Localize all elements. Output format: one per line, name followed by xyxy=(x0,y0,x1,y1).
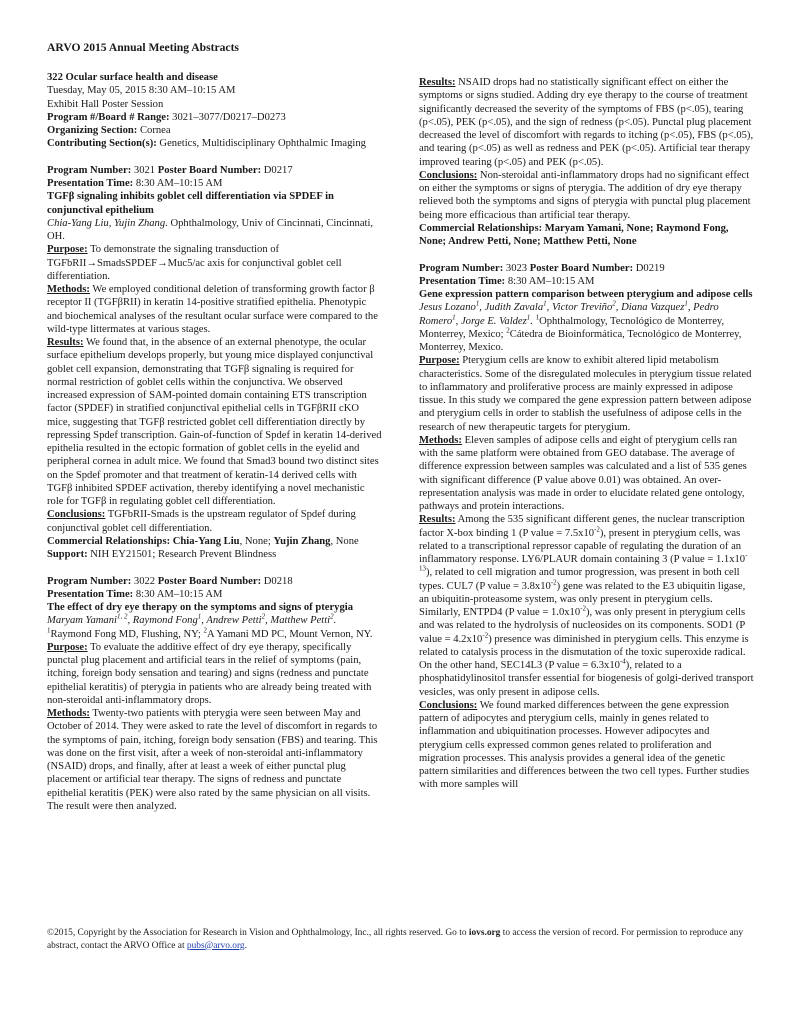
presentation-time: 8:30 AM–10:15 AM xyxy=(505,275,595,287)
results-text: Among the 535 significant different genes, the nuclear transcription factor X-box binding 1 (P value = $7.5x10^{-2}$), present in pterygium cells, was related to a transcriptional repressor capable of regulating the duration of an inflammatory response. LY6/PLAUR domain containing 3 (P value = $1.1x10^{-13}$), related to cell migration and tumor progression, was present in both cell types. CUL7 (P value = $3.8x10^{-2}$) gene was related to the E3 ubiquitin ligase, an ubiquitin-proteasome system, was only present in pterygium cells. Similarly, ENTPD4 (P value = $1.0x10^{-2}$), was only present in pterygium cells and was related to the hydrolysis of nucleosides on its components. SOD1 (P value = $4.2x10^{-2}$) presence was diminished in pterygium cells. This enzyme is related to catalysis process in the dismutation of the toxic superoxide radical. On the other hand, SEC14L3 (P value = $6.3x10^{-4}$), related to a phosphatidylinositol transfer essential for biogenesis of golgi-derived transport vesicles, was only present in adipose cells. xyxy=(419,514,754,698)
contributing-sections-label: Contributing Section(s): xyxy=(47,138,157,150)
program-range-value: 3021–3077/D0217–D0273 xyxy=(169,111,286,123)
presentation-time-label: Presentation Time: xyxy=(47,178,134,189)
contributing-sections-value: Genetics, Multidisciplinary Ophthalmic Imaging xyxy=(156,138,366,150)
conclusions-text: Non-steroidal anti-inflammatory drops had no significant effect on either the symptoms or signs of pterygia. The addition of dry eye therapy relieved both the symptoms and signs of pterygia with punctal plug placement being more efficacious than artificial tear therapy. xyxy=(419,169,751,221)
methods-heading: Methods: xyxy=(419,434,462,446)
presentation-time-label: Presentation Time: xyxy=(419,275,506,287)
poster-board-number: D0217 xyxy=(261,164,293,176)
methods-text: Eleven samples of adipose cells and eight of pterygium cells ran with the same platform were obtained from GEO database. The average of difference expression between samples was calculated and a list of 535 genes with significant difference (P value above 0.01) was obtained. An over-representation analysis was made in order to elucidate related gene ontology, pathways and protein interactions. xyxy=(419,434,747,512)
methods-text: Twenty-two patients with pterygia were seen between May and October of 2014. They were asked to rate the level of discomfort in regards to the symptoms of pain, itching, foreign body sensation (FBS) and tearing. This was done on the first visit, after a week of non-steroidal anti-inflammatory (NSAID) drops, and finally, after at least a week of either punctal plug placement or artificial tear therapy. The signs of redness and punctate epithelial keratitis (PEK) were also rated by the same physician on all visits. The result were then analyzed. xyxy=(47,708,378,812)
cr-status: , None; xyxy=(239,535,274,547)
program-number-label: Program Number: xyxy=(47,164,132,176)
organizing-section-value: Cornea xyxy=(137,125,171,136)
purpose-text: To evaluate the additive effect of dry eye therapy, specifically punctal plug placement and artificial tears in the relief of symptoms (pain, itching, foreign body sensation and tearing) and signs (redness and punctate epithelial keratitis) of pterygia in patients who are already being treated with non-steroidal anti-inflammatory drops. xyxy=(47,641,372,706)
left-column xyxy=(47,71,382,813)
abstract-title: The effect of dry eye therapy on the symptoms and signs of pterygia xyxy=(47,602,354,613)
footer-period: . xyxy=(244,940,247,951)
conclusions-text: TGFbRII-Smads is the upstream regulator of Spdef during conjunctival goblet cell differentiation. xyxy=(47,509,356,534)
program-number: 3023 xyxy=(503,262,528,274)
support-text: NIH EY21501; Research Prevent Blindness xyxy=(87,549,277,560)
conclusions-heading: Conclusions: xyxy=(47,509,106,521)
support-label: Support: xyxy=(47,549,88,560)
right-column xyxy=(419,76,755,792)
conclusions-text: We found marked differences between the gene expression pattern of adipocytes and pterygium cells, mainly in genes related to inflammation and ubiquitination processes. However adipocytes and pterygium cells expressed common genes related to proliferation and migration processes. This analysis provides a general idea of the genetic pattern similarities and differences between the two cell types. Further studies with more samples will xyxy=(419,699,750,791)
abstract-3022 xyxy=(47,575,382,814)
abstract-3023 xyxy=(419,262,755,792)
affiliations: $^1$Ophthalmology, Tecnológico de Monterrey, Monterrey, Mexico; $^2$Cátedra de Bioinformática, Tecnológico de Monterrey, Monterrey, Mexico. xyxy=(419,312,742,353)
poster-board-number: D0219 xyxy=(633,262,665,274)
cr-status: , None xyxy=(330,535,359,547)
session-title: 322 Ocular surface health and disease xyxy=(47,72,218,83)
program-number: 3022 xyxy=(131,575,156,587)
presentation-time: 8:30 AM–10:15 AM xyxy=(133,178,223,189)
permission-text: to access the version of record. For permission to reproduce any abstract, contact the ARVO Office at xyxy=(47,928,744,951)
poster-board-label: Poster Board Number: xyxy=(155,164,262,176)
iovs-link[interactable]: iovs.org xyxy=(468,928,501,938)
methods-heading: Methods: xyxy=(47,284,90,295)
abstract-3022-continued xyxy=(419,76,755,248)
session-venue: Exhibit Hall Poster Session xyxy=(47,98,164,110)
authors: Chia-Yang Liu, Yujin Zhang xyxy=(47,217,166,229)
purpose-text: Pterygium cells are know to exhibit altered lipid metabolism characteristics. Some of the disregulated molecules in pterygium tissue related to inflammatory and proliferative process are mainly expressed in adipose tissue. In this study we compared the gene expression pattern between adipose and pterygium cells in order to stablish the usefulness of adipose cells in the research of new therapeutic targets for pterygium. xyxy=(419,355,752,433)
abstract-title: TGFβ signaling inhibits goblet cell differentiation via SPDEF in conjunctival epithelium xyxy=(47,191,334,216)
purpose-text: To demonstrate the signaling transduction of TGFbRII→SmadsSPDEF→Muc5/ac axis for conjunctival goblet cell differentiation. xyxy=(47,244,342,282)
cr-name: Yujin Zhang xyxy=(273,535,331,547)
purpose-heading: Purpose: xyxy=(47,244,88,256)
results-heading: Results: xyxy=(419,514,456,526)
abstract-title: Gene expression pattern comparison between pterygium and adipose cells xyxy=(419,289,753,300)
authors: Jesus Lozano$^1$, Judith Zavala$^1$, Victor Treviño$^2$, Diana Vazquez$^1$, Pedro Romero$^1$, Jorge E. Valdez$^1$. xyxy=(419,299,719,327)
poster-board-label: Poster Board Number: xyxy=(155,575,262,587)
journal-header: ARVO 2015 Annual Meeting Abstracts xyxy=(47,41,239,54)
program-number: 3021 xyxy=(131,164,156,176)
commercial-relationships-label: Commercial Relationships: xyxy=(419,222,543,234)
cr-text: Maryam Yamani, None; Raymond Fong, None; Andrew Petti, None; Matthew Petti, None xyxy=(419,222,729,247)
conclusions-heading: Conclusions: xyxy=(419,169,478,181)
abstract-3021 xyxy=(47,164,382,562)
copyright-footer xyxy=(47,927,753,952)
purpose-heading: Purpose: xyxy=(419,355,460,367)
organizing-section-label: Organizing Section: xyxy=(47,125,138,136)
purpose-heading: Purpose: xyxy=(47,641,88,653)
authors: Maryam Yamani$^{1, 2}$, Raymond Fong$^1$, Andrew Petti$^2$, Matthew Petti$^2$. xyxy=(47,612,337,627)
program-number-label: Program Number: xyxy=(419,262,504,274)
results-heading: Results: xyxy=(419,77,456,88)
methods-heading: Methods: xyxy=(47,708,90,719)
session-datetime: Tuesday, May 05, 2015 8:30 AM–10:15 AM xyxy=(47,85,236,97)
copyright-text: ©2015, Copyright by the Association for Research in Vision and Ophthalmology, Inc., all rights reserved. Go to xyxy=(47,928,469,938)
program-number-label: Program Number: xyxy=(47,575,132,587)
session-header xyxy=(47,71,382,151)
methods-text: We employed conditional deletion of transforming growth factor β receptor II (TGFβRII) in keratin 14-positive stratified epithelia. Phenotypic and biochemical analyses of the resultant ocular surface were compared to the wild-type littermates at various stages. xyxy=(47,284,378,335)
presentation-time: 8:30 AM–10:15 AM xyxy=(133,588,223,600)
affiliations: $^1$Raymond Fong MD, Flushing, NY; $^2$A Yamani MD PC, Mount Vernon, NY. xyxy=(47,625,373,640)
results-text: We found that, in the absence of an external phenotype, the ocular surface epithelium develops properly, but young mice displayed conjunctival goblet cell expansion, demonstrating that TGFβ signaling is required for normal restriction of goblet cells within the conjunctiva. We observed increased expression of SAM-pointed domain containing ETS transcription factor (SPDEF) in stratified conjunctival epithelial cells in TGFβRII cKO mice, suggesting that TGFβ restricted goblet cell differentiation directly by repressing Spdef transcription. Gain-of-function of Spdef in keratin 14-derived epithelia resulted in the ectopic formation of goblet cells in the eyelid and peripheral cornea in adult mice. We found that Smad3 bound two distinct sites on the Spdef promoter and that treatment of keratin-14 derived cells with TGFβ inhibited SPDEF activation, thereby identifying a novel mechanistic role for TGFβ in regulating goblet cell differentiation. xyxy=(47,337,382,507)
results-text: NSAID drops had no statistically significant effect on either the symptoms or signs studied. Adding dry eye therapy to the course of treatment significantly decreased the severity of the symptoms of FBS (p<.05), tearing (p<.05), PEK (p<.05), and the sign of redness (p<.05). Punctal plug placement decreased the level of discomfort with regards to itching (p<.05), FBS (p<.05), and tearing (p<.05) as well as redness and PEK (p<.05). Artificial tear therapy improved tearing (p<.05) and PEK (p<.05). xyxy=(419,77,754,168)
program-range-label: Program #/Board # Range: xyxy=(47,111,170,123)
results-heading: Results: xyxy=(47,337,84,348)
cr-name: Chia-Yang Liu xyxy=(170,535,240,547)
email-link[interactable]: pubs@arvo.org xyxy=(186,940,245,951)
poster-board-label: Poster Board Number: xyxy=(527,262,634,274)
conclusions-heading: Conclusions: xyxy=(419,699,478,711)
commercial-relationships-label: Commercial Relationships: xyxy=(47,535,171,547)
affiliations: . Ophthalmology, Univ of Cincinnati, Cincinnati, OH. xyxy=(47,217,374,242)
presentation-time-label: Presentation Time: xyxy=(47,588,134,600)
poster-board-number: D0218 xyxy=(261,575,293,587)
